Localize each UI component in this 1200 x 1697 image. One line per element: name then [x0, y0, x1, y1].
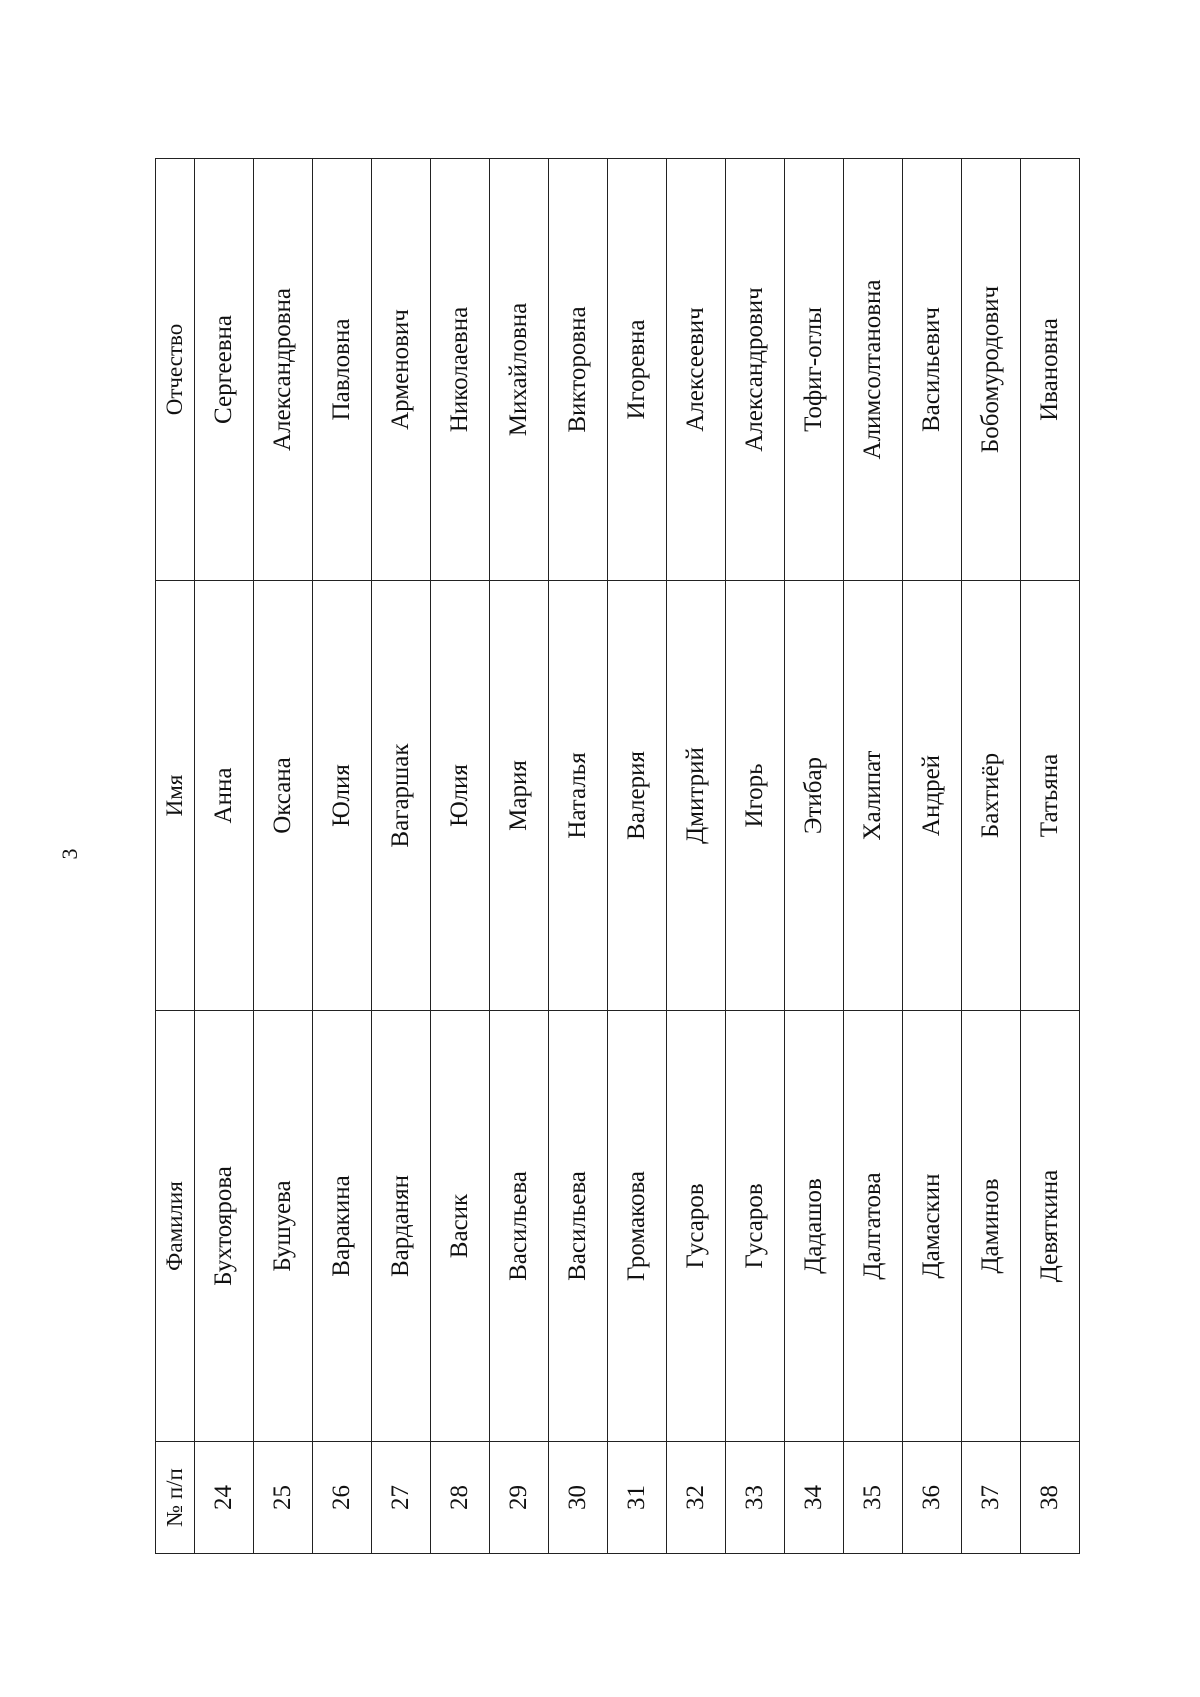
cell-first-name: Наталья — [549, 581, 608, 1011]
cell-first-name: Бахтиёр — [962, 581, 1021, 1011]
table-row — [726, 159, 785, 1554]
cell-last-name: Далгатова — [844, 1011, 903, 1442]
cell-last-name: Громакова — [608, 1011, 667, 1442]
table-row — [431, 159, 490, 1554]
cell-last-name: Бушуева — [254, 1011, 313, 1442]
table-row — [844, 159, 903, 1554]
table-row — [962, 159, 1021, 1554]
cell-last-name: Васильева — [549, 1011, 608, 1442]
cell-last-name: Дадашов — [785, 1011, 844, 1442]
cell-first-name: Дмитрий — [667, 581, 726, 1011]
cell-num: 35 — [844, 1442, 903, 1554]
cell-num: 33 — [726, 1442, 785, 1554]
table-row — [372, 159, 431, 1554]
cell-num: 26 — [313, 1442, 372, 1554]
cell-first-name: Юлия — [313, 581, 372, 1011]
cell-last-name: Гусаров — [667, 1011, 726, 1442]
table-row — [313, 159, 372, 1554]
cell-first-name: Татьяна — [1021, 581, 1080, 1011]
table-body — [195, 159, 1080, 1554]
cell-num: 37 — [962, 1442, 1021, 1554]
table-row — [903, 159, 962, 1554]
cell-first-name: Анна — [195, 581, 254, 1011]
table-row — [254, 159, 313, 1554]
cell-num: 24 — [195, 1442, 254, 1554]
cell-middle-name: Михайловна — [490, 159, 549, 581]
cell-middle-name: Павловна — [313, 159, 372, 581]
cell-first-name: Мария — [490, 581, 549, 1011]
cell-num: 32 — [667, 1442, 726, 1554]
cell-first-name: Игорь — [726, 581, 785, 1011]
cell-last-name: Девяткина — [1021, 1011, 1080, 1442]
table-row — [195, 159, 254, 1554]
cell-last-name: Бухтоярова — [195, 1011, 254, 1442]
cell-num: 28 — [431, 1442, 490, 1554]
cell-middle-name: Арменович — [372, 159, 431, 581]
cell-middle-name: Николаевна — [431, 159, 490, 581]
cell-last-name: Васильева — [490, 1011, 549, 1442]
table-header-row — [156, 159, 195, 1554]
table-row — [549, 159, 608, 1554]
cell-num: 34 — [785, 1442, 844, 1554]
cell-middle-name: Александрович — [726, 159, 785, 581]
cell-middle-name: Ивановна — [1021, 159, 1080, 581]
cell-num: 31 — [608, 1442, 667, 1554]
cell-num: 25 — [254, 1442, 313, 1554]
table-row — [667, 159, 726, 1554]
header-middle-name: Отчество — [156, 159, 195, 581]
cell-middle-name: Тофиг-оглы — [785, 159, 844, 581]
cell-middle-name: Викторовна — [549, 159, 608, 581]
cell-num: 36 — [903, 1442, 962, 1554]
header-first-name: Имя — [156, 581, 195, 1011]
cell-middle-name: Алексеевич — [667, 159, 726, 581]
cell-first-name: Андрей — [903, 581, 962, 1011]
cell-last-name: Гусаров — [726, 1011, 785, 1442]
cell-num: 27 — [372, 1442, 431, 1554]
header-last-name: Фамилия — [156, 1011, 195, 1442]
cell-num: 29 — [490, 1442, 549, 1554]
cell-first-name: Валерия — [608, 581, 667, 1011]
header-num: № п/п — [156, 1442, 195, 1554]
cell-last-name: Варакина — [313, 1011, 372, 1442]
table-row — [490, 159, 549, 1554]
table-row — [1021, 159, 1080, 1554]
cell-first-name: Оксана — [254, 581, 313, 1011]
registry-table — [155, 158, 1080, 1554]
cell-first-name: Халипат — [844, 581, 903, 1011]
cell-middle-name: Васильевич — [903, 159, 962, 581]
table-row — [785, 159, 844, 1554]
cell-first-name: Этибар — [785, 581, 844, 1011]
cell-num: 30 — [549, 1442, 608, 1554]
table-row — [608, 159, 667, 1554]
cell-middle-name: Александровна — [254, 159, 313, 581]
cell-first-name: Юлия — [431, 581, 490, 1011]
cell-last-name: Даминов — [962, 1011, 1021, 1442]
cell-last-name: Васик — [431, 1011, 490, 1442]
cell-num: 38 — [1021, 1442, 1080, 1554]
page-number: 3 — [57, 848, 82, 860]
cell-last-name: Варданян — [372, 1011, 431, 1442]
cell-first-name: Вагаршак — [372, 581, 431, 1011]
cell-middle-name: Игоревна — [608, 159, 667, 581]
cell-middle-name: Сергеевна — [195, 159, 254, 581]
cell-middle-name: Бобомуродович — [962, 159, 1021, 581]
cell-middle-name: Алимсолтановна — [844, 159, 903, 581]
rotated-table-container — [155, 159, 1080, 1554]
cell-last-name: Дамаскин — [903, 1011, 962, 1442]
